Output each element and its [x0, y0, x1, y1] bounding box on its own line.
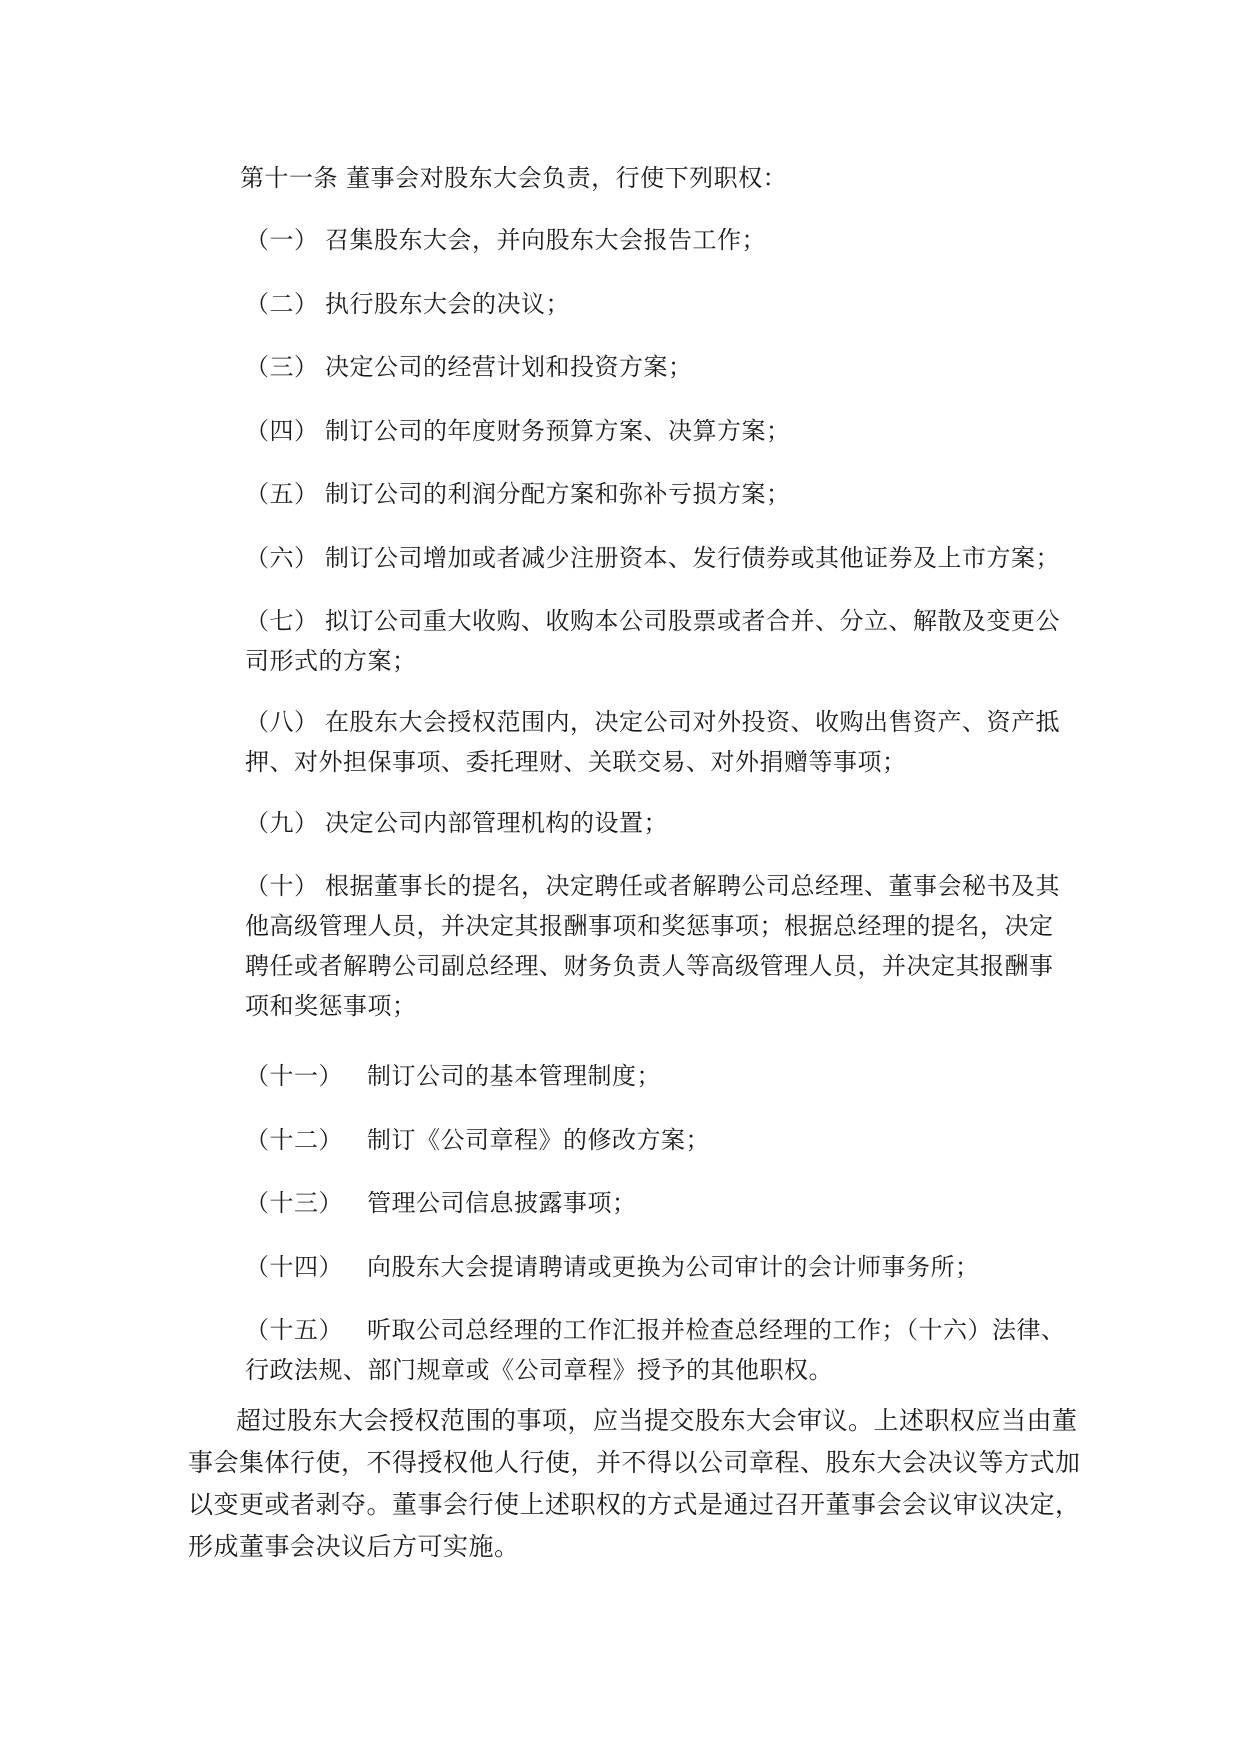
- item-text: 制订公司的年度财务预算方案、决算方案；: [325, 417, 791, 445]
- item-number: （三）: [245, 353, 319, 381]
- list-item-5: [245, 474, 791, 514]
- list-item-9: [245, 803, 668, 843]
- item-text: 制订公司的利润分配方案和弥补亏损方案；: [325, 480, 791, 508]
- item-text: 制订公司的基本管理制度；: [367, 1062, 661, 1090]
- item-number: （五）: [245, 480, 319, 508]
- item-number: （十）: [245, 872, 319, 900]
- item-text-continued: 司形式的方案；: [245, 647, 417, 675]
- item-text-continued: 押、对外担保事项、委托理财、关联交易、对外捐赠等事项；: [245, 748, 907, 776]
- item-text: 拟订公司重大收购、收购本公司股票或者合并、分立、解散及变更公: [325, 607, 1060, 635]
- item-text: 管理公司信息披露事项；: [367, 1189, 637, 1217]
- list-item-6: [245, 538, 1060, 578]
- list-item-14: [245, 1247, 980, 1287]
- list-item-13: [245, 1183, 637, 1223]
- item-text: 制订《公司章程》的修改方案；: [367, 1126, 710, 1154]
- closing-paragraph: 超过股东大会授权范围的事项，应当提交股东大会审议。上述职权应当由董 事会集体行使，不得授权他人行使，并不得以公司章程、股东大会决议等方式加 以变更或者剥夺。董事会行使上述职权的方式是通过召开董事会会议审议决定， 形成董事会决议后方可实施。: [188, 1406, 1081, 1561]
- item-text: 决定公司的经营计划和投资方案；: [325, 353, 693, 381]
- item-number: （十二）: [245, 1126, 343, 1154]
- list-item-2: [245, 284, 570, 324]
- item-text: 在股东大会授权范围内，决定公司对外投资、收购出售资产、资产抵: [325, 708, 1060, 736]
- item-number: （四）: [245, 417, 319, 445]
- list-item-1: [245, 220, 766, 260]
- item-number: （九）: [245, 809, 319, 837]
- item-text: 向股东大会提请聘请或更换为公司审计的会计师事务所；: [367, 1253, 980, 1281]
- list-item-11: [245, 1056, 661, 1096]
- list-item-10: [245, 866, 1060, 1026]
- item-number: （十四）: [245, 1253, 343, 1281]
- item-number: （七）: [245, 607, 319, 635]
- list-item-8: [245, 702, 1060, 782]
- item-number: （十三）: [245, 1189, 343, 1217]
- item-number: （六）: [245, 544, 319, 572]
- item-text: 根据董事长的提名，决定聘任或者解聘公司总经理、董事会秘书及其: [325, 872, 1060, 900]
- item-text: 听取公司总经理的工作汇报并检查总经理的工作；（十六）法律、: [367, 1316, 1066, 1344]
- item-text: 制订公司增加或者减少注册资本、发行债券或其他证券及上市方案；: [325, 544, 1060, 572]
- list-item-15: [245, 1310, 1066, 1390]
- list-item-3: [245, 347, 693, 387]
- item-number: （十一）: [245, 1062, 343, 1090]
- item-text-continued: 行政法规、部门规章或《公司章程》授予的其他职权。: [245, 1356, 833, 1384]
- item-text: 执行股东大会的决议；: [325, 290, 570, 318]
- item-number: （一）: [245, 226, 319, 254]
- item-number: （二）: [245, 290, 319, 318]
- item-number: （八）: [245, 708, 319, 736]
- item-text-continued: 项和奖惩事项；: [245, 992, 417, 1020]
- article-heading: 第十一条 董事会对股东大会负责，行使下列职权：: [240, 164, 788, 192]
- list-item-12: [245, 1120, 710, 1160]
- item-text: 召集股东大会，并向股东大会报告工作；: [325, 226, 766, 254]
- list-item-7: [245, 601, 1060, 681]
- item-text-continued: 他高级管理人员，并决定其报酬事项和奖惩事项；根据总经理的提名，决定: [245, 912, 1054, 940]
- item-text: 决定公司内部管理机构的设置；: [325, 809, 668, 837]
- item-number: （十五）: [245, 1316, 343, 1344]
- list-item-4: [245, 411, 791, 451]
- item-text-continued: 聘任或者解聘公司副总经理、财务负责人等高级管理人员，并决定其报酬事: [245, 952, 1054, 980]
